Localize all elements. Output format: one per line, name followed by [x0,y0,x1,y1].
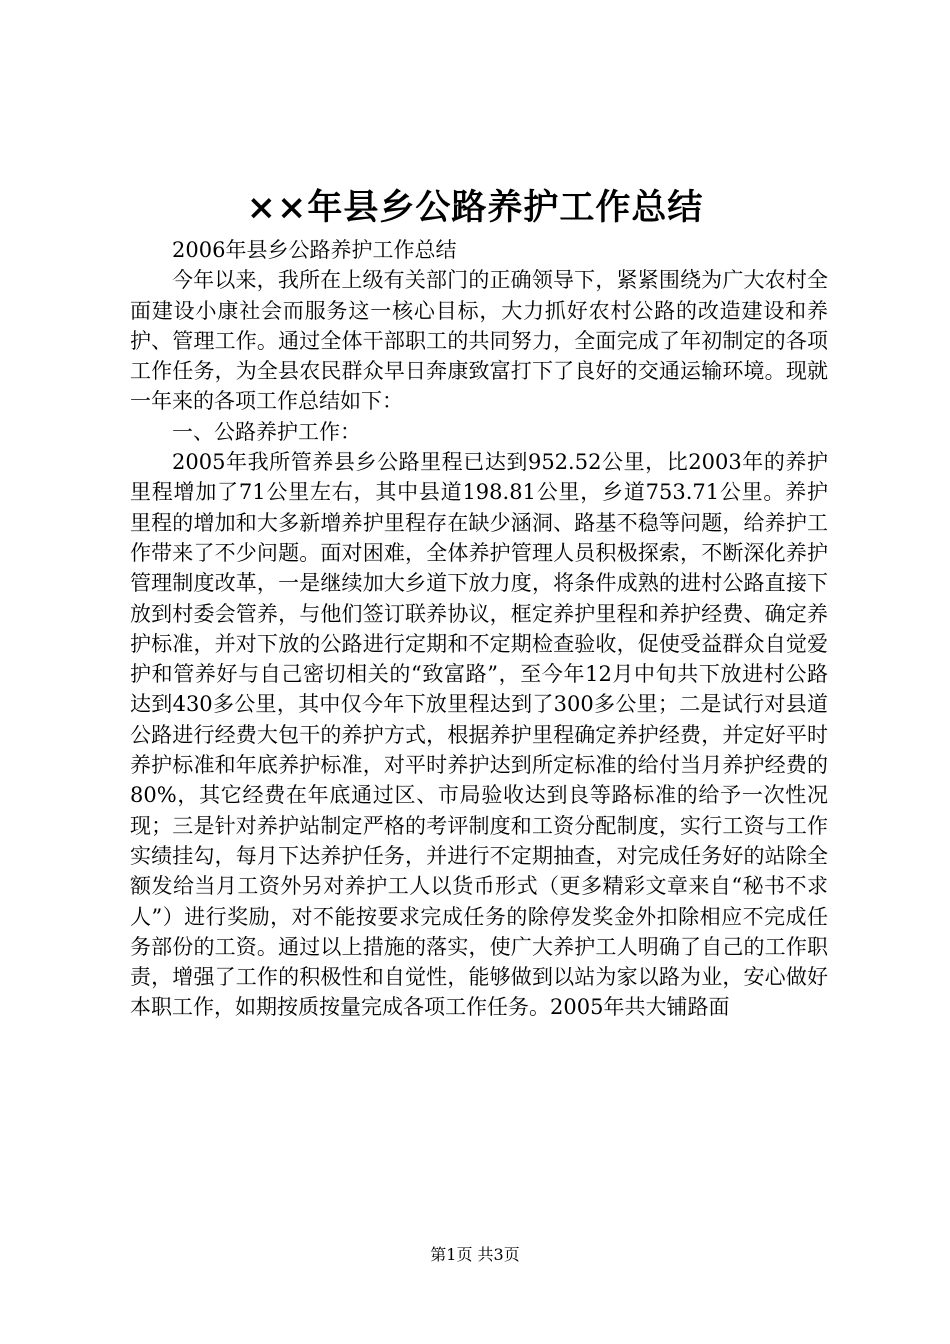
subtitle-paragraph: 2006年县乡公路养护工作总结 [172,238,457,262]
page-number-footer: 第1页 共3页 [430,1245,520,1264]
document-title: ××年县乡公路养护工作总结 [246,187,704,228]
section-heading: 一、公路养护工作： [172,419,361,444]
intro-paragraph: 今年以来，我所在上级有关部门的正确领导下，紧紧围绕为广大农村全面建设小康社会而服务这一核心目标，大力抓好农村公路的改造建设和养护、管理工作。通过全体干部职工的共同努力，全面完成了年初制定的各项工作任务，为全县农民群众早日奔康致富打下了良好的交通运输环境。现就一年来的各项工作总结如下： [130,268,828,414]
body-paragraph: 2005年我所管养县乡公路里程已达到952.52公里，比2003年的养护里程增加了71公里左右，其中县道198.81公里，乡道753.71公里。养护里程的增加和大多新增养护里程存在缺少涵洞、路基不稳等问题，给养护工作带来了不少问题。面对困难，全体养护管理人员积极探索，不断深化养护管理制度改革，一是继续加大乡道下放力度，将条件成熟的进村公路直接下放到村委会管养，与他们签订联养协议，框定养护里程和养护经费、确定养护标准，并对下放的公路进行定期和不定期检查验收，促使受益群众自觉爱护和管养好与自己密切相关的“致富路”，至今年12月中旬共下放进村公路达到430多公里，其中仅今年下放里程达到了300多公里；二是试行对县道公路进行经费大包干的养护方式，根据养护里程确定养护经费，并定好平时养护标准和年底养护标准，对平时养护达到所定标准的给付当月养护经费的80%，其它经费在年底通过区、市局验收达到良等路标准的给予一次性况现；三是针对养护站制定严格的考评制度和工资分配制度，实行工资与工作实绩挂勾，每月下达养护任务，并进行不定期抽查，对完成任务好的站除全额发给当月工资外另对养护工人以货币形式（更多精彩文章来自“秘书不求人”）进行奖励，对不能按要求完成任务的除停发奖金外扣除相应不完成任务部份的工资。通过以上措施的落实，使广大养护工人明确了自己的工作职责，增强了工作的积极性和自觉性，能够做到以站为家以路为业，安心做好本职工作，如期按质按量完成各项工作任务。2005年共大铺路面 [130,450,828,1020]
document-body [130,235,828,1023]
